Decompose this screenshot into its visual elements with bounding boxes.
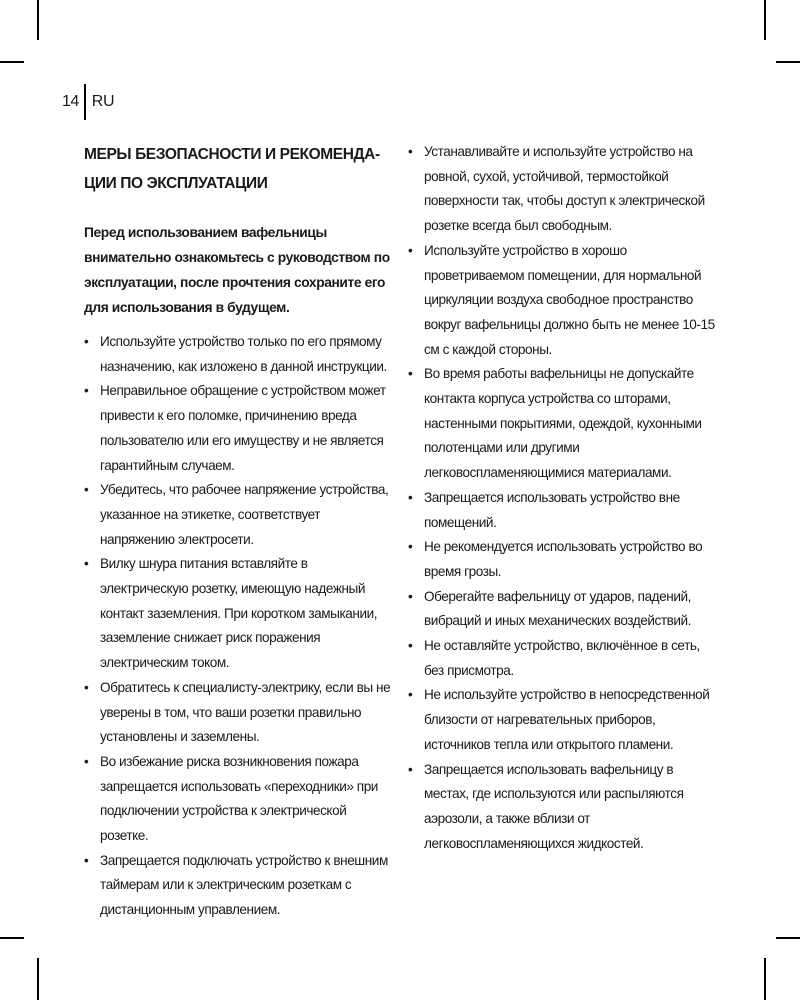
list-item: • Во избежание риска возникновения пожара запрещается использовать «переходники» при подключении устройства к электрической розетке.: [84, 750, 396, 849]
crop-mark-bottom-left-horizontal: [0, 937, 24, 939]
safety-list-left: [84, 330, 396, 923]
language-code: RU: [91, 93, 115, 110]
list-item: • Вилку шнура питания вставляйте в электрическую розетку, имеющую надежный контакт заземления. При коротком замыкании, заземление снижает риск поражения электрическим током.: [84, 552, 396, 676]
list-item: • Запрещается использовать вафельницу в местах, где используются или распыляются аэрозоли, а также вблизи от легковоспламеняющихся жидкостей.: [408, 758, 720, 857]
list-item: • Используйте устройство в хорошо проветриваемом помещении, для нормальной циркуляции воздуха свободное пространство вокруг вафельницы должно быть не менее 10-15 см с каждой стороны.: [408, 239, 720, 363]
crop-mark-bottom-left: [37, 958, 39, 1000]
list-item: • Не рекомендуется использовать устройство во время грозы.: [408, 535, 720, 584]
crop-mark-top-left-horizontal: [0, 61, 24, 63]
crop-mark-bottom-right: [764, 958, 766, 1000]
safety-list-right: [408, 140, 720, 856]
list-item: • Не оставляйте устройство, включённое в сеть, без присмотра.: [408, 634, 720, 683]
list-item: • Неправильное обращение с устройством может привести к его поломке, причинению вреда пользователю или его имуществу и не является гарантийным случаем.: [84, 379, 396, 478]
right-column: [408, 140, 720, 856]
list-item: • Запрещается использовать устройство вне помещений.: [408, 486, 720, 535]
left-column: [84, 140, 396, 923]
crop-mark-top-right: [764, 0, 766, 40]
crop-mark-top-right-horizontal: [776, 61, 800, 63]
crop-mark-bottom-right-horizontal: [776, 937, 800, 939]
intro-paragraph: Перед использованием вафельницы внимательно ознакомьтесь с руководством по эксплуатации, после прочтения сохраните его для использования в будущем.: [84, 225, 390, 315]
page-number: 14: [62, 93, 79, 110]
list-item: • Запрещается подключать устройство к внешним таймерам или к электрическим розеткам с дистанционным управлением.: [84, 849, 396, 923]
list-item: • Используйте устройство только по его прямому назначению, как изложено в данной инструкции.: [84, 330, 396, 379]
list-item: • Оберегайте вафельницу от ударов, падений, вибраций и иных механических воздействий.: [408, 585, 720, 634]
list-item: • Убедитесь, что рабочее напряжение устройства, указанное на этикетке, соответствует напряжению электросети.: [84, 478, 396, 552]
list-item: • Не используйте устройство в непосредственной близости от нагревательных приборов, источников тепла или открытого пламени.: [408, 683, 720, 757]
section-title: МЕРЫ БЕЗОПАСНОСТИ И РЕКОМЕНДАЦИИ ПО ЭКСПЛУАТАЦИИ: [84, 146, 381, 192]
list-item: • Во время работы вафельницы не допускайте контакта корпуса устройства со шторами, настенными покрытиями, одеждой, кухонными полотенцами или другими легковоспламеняющимися материалами.: [408, 362, 720, 486]
list-item: • Устанавливайте и используйте устройство на ровной, сухой, устойчивой, термостойкой поверхности так, чтобы доступ к электрической розетке всегда был свободным.: [408, 140, 720, 239]
list-item: • Обратитесь к специалисту-электрику, если вы не уверены в том, что ваши розетки правильно установлены и заземлены.: [84, 676, 396, 750]
crop-mark-top-left: [37, 0, 39, 40]
page-header: [62, 84, 114, 120]
